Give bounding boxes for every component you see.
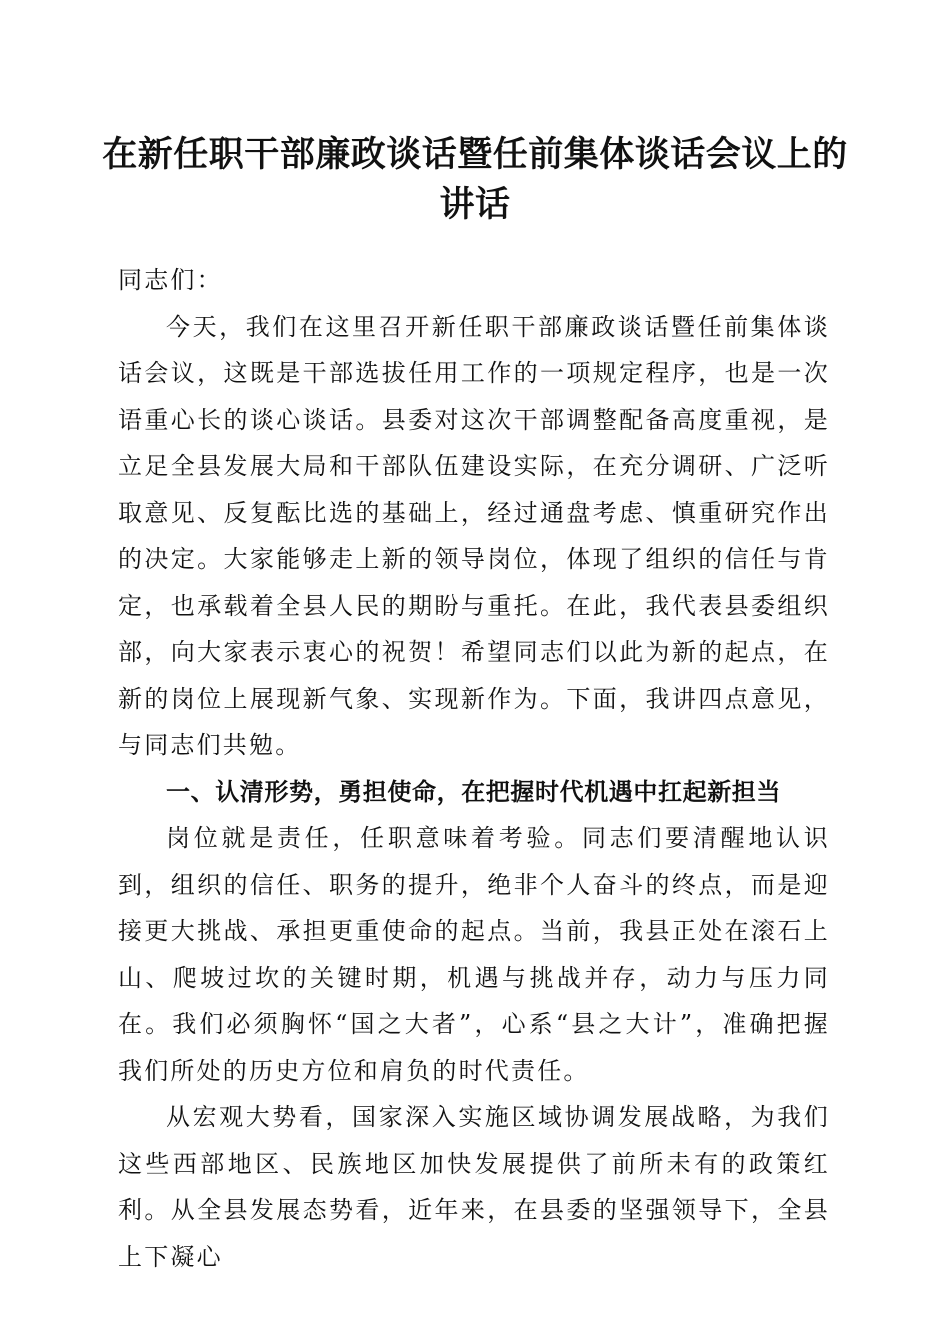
section1-paragraph-1: 岗位就是责任，任职意味着考验。同志们要清醒地认识到，组织的信任、职务的提升，绝非个人奋斗的终点，而是迎接更大挑战、承担更重使命的起点。当前，我县正处在滚石上山、爬坡过坎的关键时期，机遇与挑战并存，动力与压力同在。我们必须胸怀“国之大者”，心系“县之大计”，准确把握我们所处的历史方位和肩负的时代责任。 [118,824,830,1085]
opening-paragraph: 今天，我们在这里召开新任职干部廉政谈话暨任前集体谈话会议，这既是干部选拔任用工作的一项规定程序，也是一次语重心长的谈心谈话。县委对这次干部调整配备高度重视，是立足全县发展大局和干部队伍建设实际，在充分调研、广泛听取意见、反复酝比选的基础上，经过通盘考虑、慎重研究作出的决定。大家能够走上新的领导岗位，体现了组织的信任与肯定，也承载着全县人民的期盼与重托。在此，我代表县委组织部，向大家表示衷心的祝贺！希望同志们以此为新的起点，在新的岗位上展现新气象、实现新作为。下面，我讲四点意见，与同志们共勉。 [118,312,830,759]
section1-paragraph-2: 从宏观大势看，国家深入实施区域协调发展战略，为我们这些西部地区、民族地区加快发展提供了前所未有的政策红利。从全县发展态势看，近年来，在县委的坚强领导下，全县上下凝心 [118,1103,830,1271]
section-heading-1: 一、认清形势，勇担使命，在把握时代机遇中扛起新担当 [166,777,781,806]
document-body [118,257,830,1280]
salutation: 同志们： [118,266,223,294]
document-title: 在新任职干部廉政谈话暨任前集体谈话会议上的讲话 [102,134,848,225]
